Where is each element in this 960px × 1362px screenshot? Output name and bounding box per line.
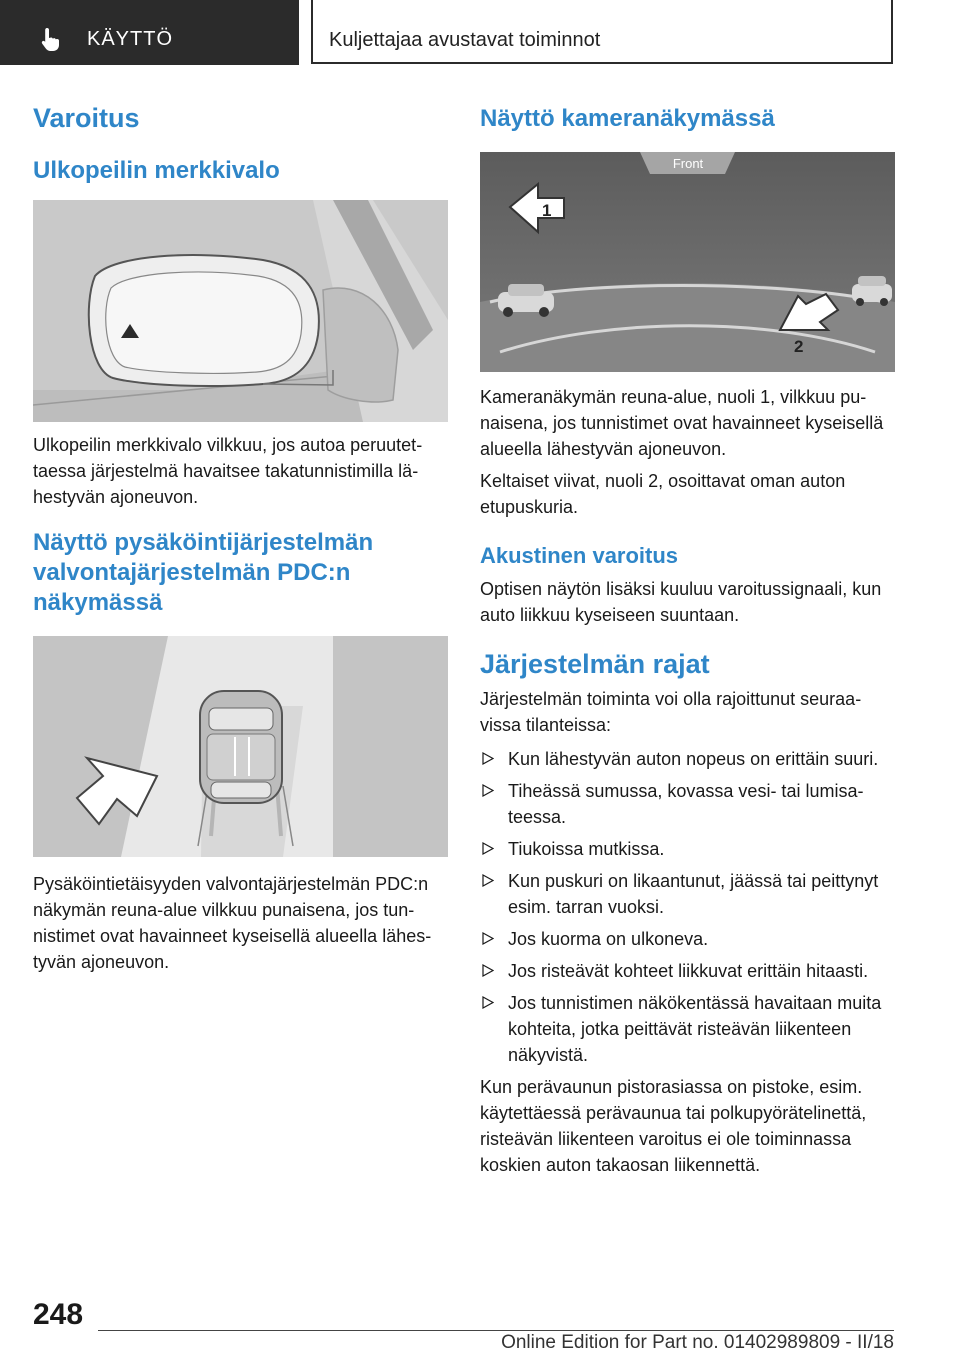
mirror-illustration: [33, 200, 448, 422]
camera-view-illustration: [480, 152, 895, 372]
mirror-indicator-text: Ulkopeilin merkkivalo vilkkuu, jos autoa peruutettaessa järjestelmä havaitsee takatunnistimilla lähestyvän ajoneuvon.: [33, 435, 423, 507]
footer-edition: Online Edition for Part no. 01402989809 - II/18: [501, 1332, 894, 1353]
heading-pdc-display: Näyttö pysäköintijärjestelmän valvontajärjestelmän PDC:n näkymässä: [33, 529, 374, 616]
list-item: Jos tunnistimen näkökentässä havaitaan muita kohteita, jotka peittävät risteävän liikenteen näkyvistä.: [480, 990, 895, 1068]
list-item: Tiukoissa mutkissa.: [480, 836, 895, 862]
pdc-display-text: Pysäköintietäisyyden valvontajärjestelmän PDC:n näkymän reuna-alue vilkkuu punaisena, jos tunnistimet ovat havainneet kyseisellä alueella lähestyvän ajoneuvon.: [33, 874, 432, 972]
list-item: Jos risteävät kohteet liikkuvat erittäin hitaasti.: [480, 958, 895, 984]
car-right-image: [852, 276, 892, 306]
pdc-view-illustration: [33, 636, 448, 857]
camera-view-text-2: Keltaiset viivat, nuoli 2, osoittavat oman auton etupuskuria.: [480, 471, 846, 517]
bullet-triangle-icon: [482, 964, 494, 977]
camera-arrow-label-2: 2: [794, 337, 804, 356]
camera-arrow-label-1: 1: [542, 201, 552, 220]
bullet-triangle-icon: [482, 996, 494, 1009]
header-section-tab: [0, 0, 299, 65]
system-limits-intro: Järjestelmän toiminta voi olla rajoittunut seuraavissa tilanteissa:: [480, 689, 862, 735]
system-limits-outro: Kun perävaunun pistorasiassa on pistoke, esim. käytettäessä perävaunua tai polkupyörätelinettä, risteävän liikenteen varoitus ei ole toiminnassa koskien auton takaosan liikennettä.: [480, 1077, 867, 1175]
heading-system-limits: Järjestelmän rajat: [480, 649, 710, 679]
camera-front-label: Front: [672, 156, 704, 171]
bullet-triangle-icon: [482, 842, 494, 855]
heading-camera-view: Näyttö kameranäkymässä: [480, 105, 775, 132]
header-chapter-label: Kuljettajaa avustavat toiminnot: [329, 29, 601, 51]
heading-mirror-indicator: Ulkopeilin merkkivalo: [33, 157, 280, 184]
header-chapter-box: [311, 0, 893, 64]
acoustic-warning-text: Optisen näytön lisäksi kuuluu varoitussignaali, kun auto liikkuu kyseiseen suuntaan.: [480, 579, 882, 625]
right-column: [480, 100, 895, 1178]
bullet-triangle-icon: [482, 932, 494, 945]
list-item: Kun puskuri on likaantunut, jäässä tai peittynyt esim. tarran vuoksi.: [480, 868, 895, 920]
left-column: [33, 100, 448, 975]
header-section-label: KÄYTTÖ: [87, 28, 174, 50]
heading-warning: Varoitus: [33, 103, 140, 133]
footer-divider: [98, 1330, 894, 1331]
list-item: Kun lähestyvän auton nopeus on erittäin suuri.: [480, 746, 895, 772]
touch-hand-icon: [40, 26, 62, 52]
system-limits-list: [480, 746, 895, 1068]
camera-view-text-1: Kameranäkymän reuna-alue, nuoli 1, vilkkuu punaisena, jos tunnistimet ovat havainneet kyseisellä alueella lähestyvän ajoneuvon.: [480, 387, 884, 459]
bullet-triangle-icon: [482, 784, 494, 797]
list-item: Tiheässä sumussa, kovassa vesi- tai lumisateessa.: [480, 778, 895, 830]
page-number: 248: [33, 1298, 84, 1331]
heading-acoustic-warning: Akustinen varoitus: [480, 543, 679, 568]
bullet-triangle-icon: [482, 874, 494, 887]
bullet-triangle-icon: [482, 752, 494, 765]
list-item: Jos kuorma on ulkoneva.: [480, 926, 895, 952]
